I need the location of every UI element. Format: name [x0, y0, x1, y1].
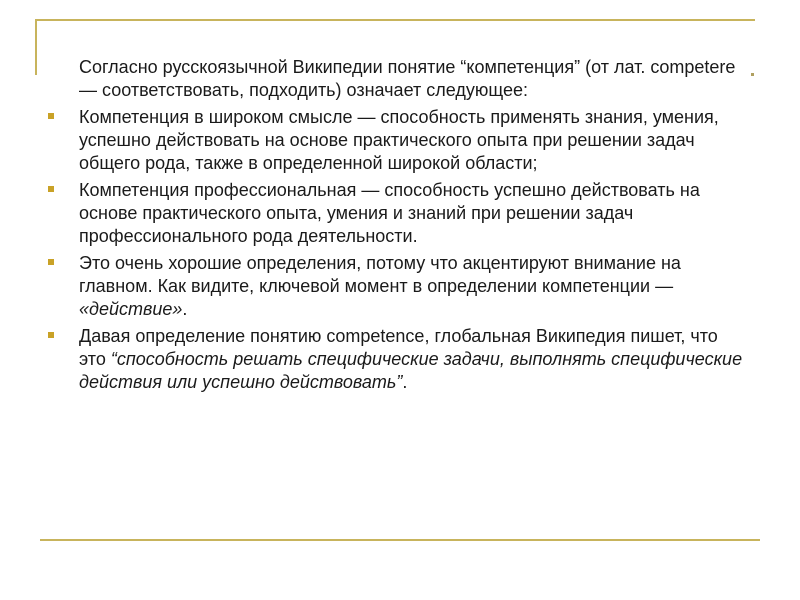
corner-dot	[751, 73, 754, 76]
bottom-decorative-rule	[40, 539, 760, 541]
intro-text: Согласно русскоязычной Википедии понятие “компетенция” (от лат. competere — соответствовать, подходить) означает следующее:	[79, 57, 736, 100]
intro-paragraph	[48, 56, 748, 102]
bullet-emphasis: «действие»	[79, 299, 183, 319]
slide-content	[48, 56, 748, 398]
bullet-text-end: .	[182, 299, 188, 319]
bullet-emphasis: “способность решать специфические задачи, выполнять специфические действия или успешно действовать”	[79, 349, 743, 392]
top-decorative-rule	[35, 19, 755, 21]
bullet-text-end: .	[402, 372, 408, 392]
bullet-item-2	[48, 179, 748, 248]
bullet-text: Компетенция в широком смысле — способность применять знания, умения, успешно действовать на основе практического опыта при решении задач общего рода, также в определенной широкой области;	[79, 107, 719, 173]
bullet-item-1	[48, 106, 748, 175]
bullet-text: Это очень хорошие определения, потому что акцентируют внимание на главном. Как видите, ключевой момент в определении компетенции —	[79, 253, 681, 296]
bullet-text: Давая определение понятию competence, глобальная Википедия пишет, что это	[79, 326, 718, 369]
square-bullet-icon	[48, 186, 54, 192]
bullet-item-4	[48, 325, 748, 394]
bullet-item-3	[48, 252, 748, 321]
square-bullet-icon	[48, 332, 54, 338]
left-decorative-rule	[35, 19, 37, 75]
square-bullet-icon	[48, 259, 54, 265]
bullet-text: Компетенция профессиональная — способность успешно действовать на основе практического опыта, умения и знаний при решении задач профессионального рода деятельности.	[79, 180, 700, 246]
square-bullet-icon	[48, 113, 54, 119]
